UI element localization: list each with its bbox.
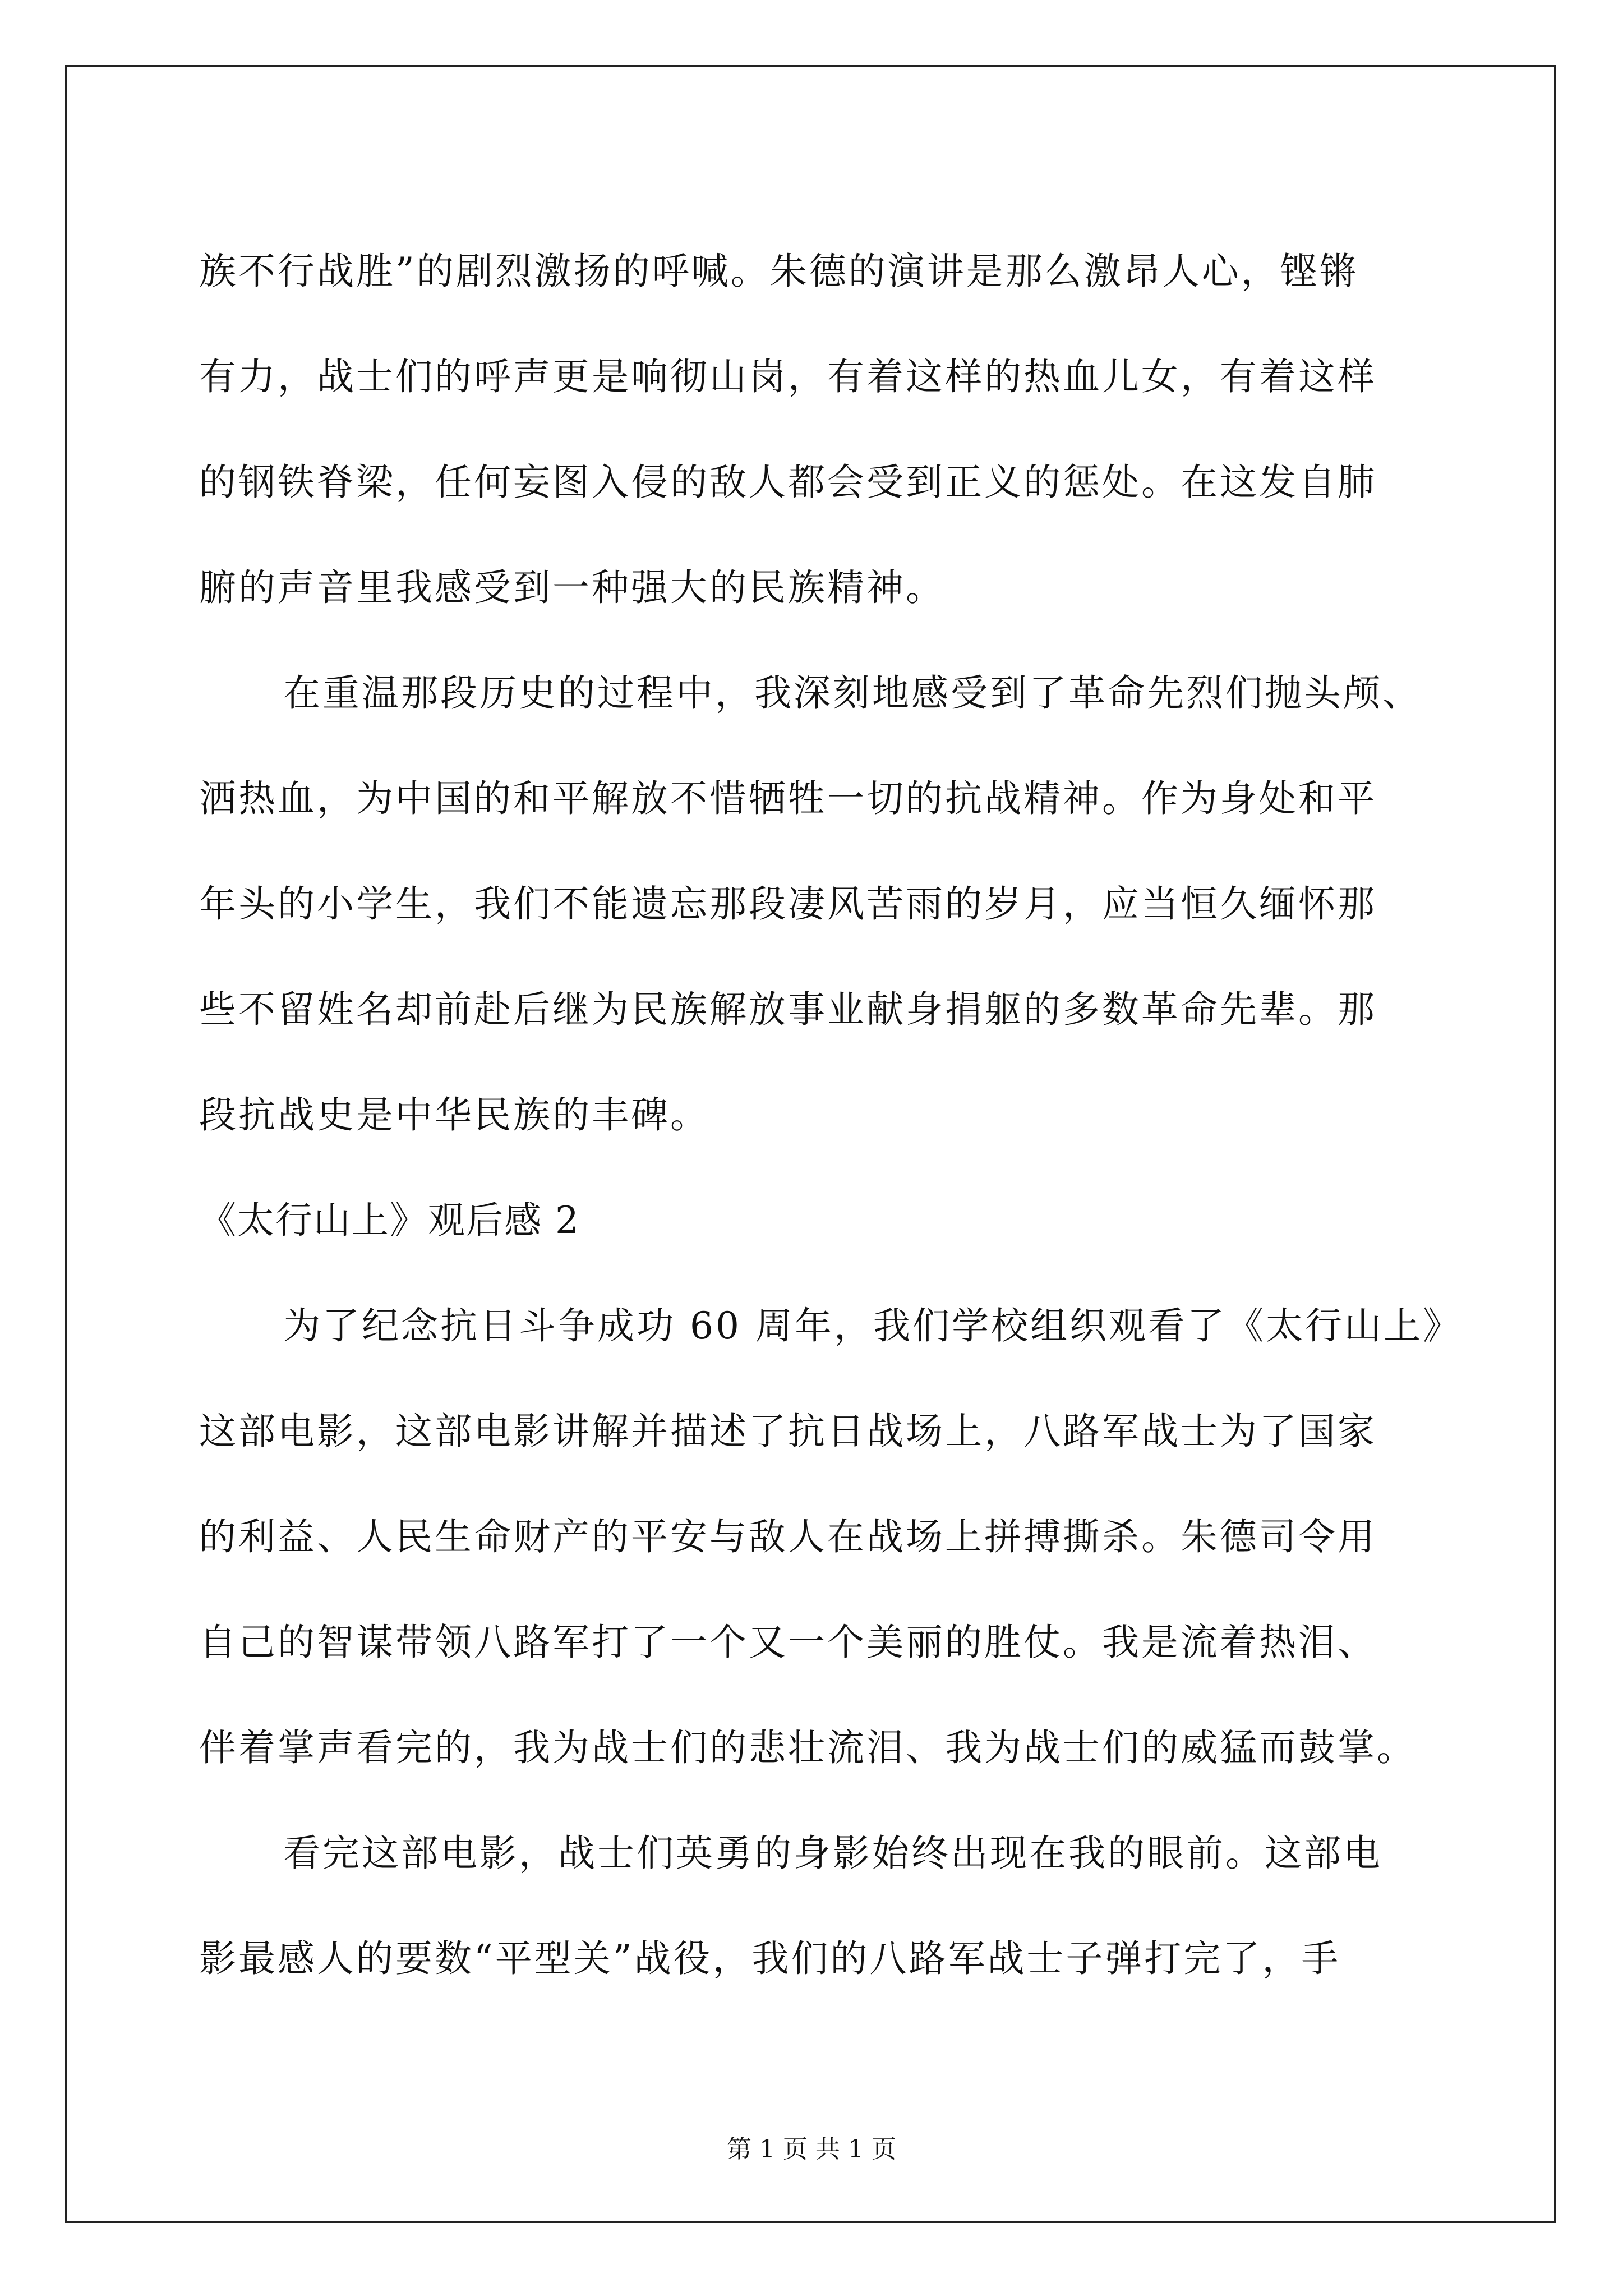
text-line-17: 影最感人的要数“平型关”战役，我们的八路军战士子弹打完了，手 [199,1937,1341,1980]
text-line-15: 伴着掌声看完的，我为战士们的悲壮流泪、我为战士们的威猛而鼓掌。 [199,1726,1416,1769]
page-number: 第 1 页 共 1 页 [727,2135,896,2164]
text-line-7: 年头的小学生，我们不能遗忘那段凄风苦雨的岁月，应当恒久缅怀那 [199,882,1377,926]
text-line-1: 族不行战胜”的剧烈激扬的呼喊。朱德的演讲是那么激昂人心，铿锵 [199,250,1359,293]
text-line-2: 有力，战士们的呼声更是响彻山岗，有着这样的热血儿女，有着这样 [199,355,1377,398]
page-footer [0,2133,1623,2166]
text-line-4: 腑的声音里我感受到一种强大的民族精神。 [199,566,945,609]
text-line-11: 为了纪念抗日斗争成功 60 周年，我们学校组织观看了《太行山上》 [283,1304,1462,1347]
text-line-14: 自己的智谋带领八路军打了一个又一个美丽的胜仗。我是流着热泪、 [199,1621,1377,1664]
text-line-16: 看完这部电影，战士们英勇的身影始终出现在我的眼前。这部电 [283,1832,1382,1875]
document-body [199,219,1462,2012]
text-line-5: 在重温那段历史的过程中，我深刻地感受到了革命先烈们抛头颅、 [283,671,1422,715]
text-line-8: 些不留姓名却前赴后继为民族解放事业献身捐躯的多数革命先辈。那 [199,988,1377,1031]
text-line-6: 洒热血，为中国的和平解放不惜牺牲一切的抗战精神。作为身处和平 [199,777,1377,820]
text-line-13: 的利益、人民生命财产的平安与敌人在战场上拼搏撕杀。朱德司令用 [199,1515,1377,1558]
text-line-12: 这部电影，这部电影讲解并描述了抗日战场上，八路军战士为了国家 [199,1410,1377,1453]
text-line-9: 段抗战史是中华民族的丰碑。 [199,1093,709,1137]
section-heading: 《太行山上》观后感 2 [199,1199,580,1242]
text-line-3: 的钢铁脊梁，任何妄图入侵的敌人都会受到正义的惩处。在这发自肺 [199,461,1377,504]
